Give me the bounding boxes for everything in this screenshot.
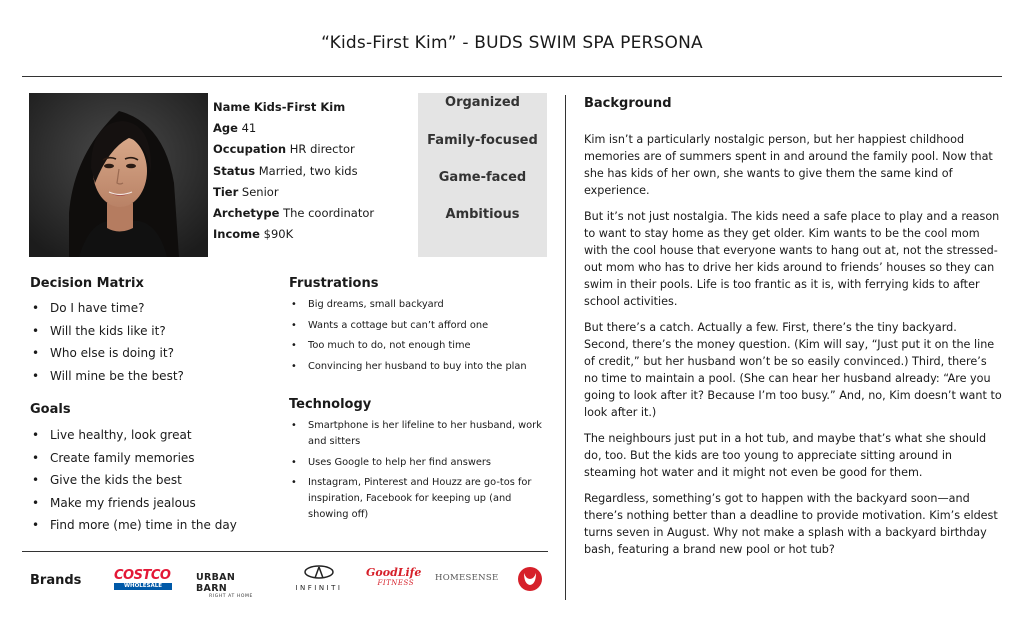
profile-tier-row	[213, 182, 374, 203]
lululemon-icon	[517, 566, 543, 592]
income-key: Income	[213, 227, 260, 242]
status-key: Status	[213, 163, 256, 178]
trait-organized: Organized	[445, 95, 520, 110]
list-item: • Who else is doing it?	[30, 344, 184, 367]
tier-key: Tier	[213, 184, 239, 199]
list-item: • Instagram, Pinterest and Houzz are go-tos for inspiration, Facebook for keeping up (and showing off)	[289, 475, 547, 523]
background-paragraph: But it’s not just nostalgia. The kids need a safe place to play and a reason to want to stay home as they get older. Kim wants to be the cool mom with the cool house that everyone wants to hang out at, not the stressed-out mom who has to drive her kids around to friends’ houses so they can swim in their pools. Life is too frantic as it is, with ferrying kids to after school activities.	[584, 210, 1000, 308]
list-item: • Give the kids the best	[30, 471, 237, 494]
background-paragraph: But there’s a catch. Actually a few. First, there’s the tiny backyard. Second, there’s the money question. (Kim will say, “Just put it on the line of credit,” but her husband won’t be so easily convinced.) Third, there’s no time to maintain a pool. (She can hear her husband already: “Are you going to look after it? Because I’m too busy.” And, no, Kim doesn’t want to look after it.)	[584, 321, 1002, 419]
goals-heading: Goals	[30, 402, 71, 417]
list-item: • Make my friends jealous	[30, 494, 237, 517]
trait-ambitious: Ambitious	[445, 207, 520, 222]
decision-matrix-heading: Decision Matrix	[30, 276, 144, 291]
background-paragraph: The neighbours just put in a hot tub, and maybe that’s what she should do, too. But the kids are too young to appreciate sitting around in steaming hot water and it might not even be good for them.	[584, 432, 987, 479]
profile-status-row	[213, 161, 374, 182]
frustrations-heading: Frustrations	[289, 276, 379, 291]
profile-info	[213, 97, 374, 245]
background-heading: Background	[584, 96, 672, 111]
list-item: • Do I have time?	[30, 299, 184, 322]
profile-income-row	[213, 224, 374, 245]
list-item: • Smartphone is her lifeline to her husband, work and sitters	[289, 418, 547, 450]
column-divider	[565, 95, 566, 600]
background-paragraph: Kim isn’t a particularly nostalgic person, but her happiest childhood memories are of summers spent in and around the family pool. Now that she has kids of her own, she wants to give them the same kind of experience.	[584, 133, 993, 197]
list-item: • Convincing her husband to buy into the plan	[289, 359, 551, 375]
age-value: 41	[241, 121, 257, 136]
list-item: • Find more (me) time in the day	[30, 516, 237, 539]
list-item: • Live healthy, look great	[30, 426, 237, 449]
background-paragraph: Regardless, something’s got to happen with the backyard soon—and there’s nothing better than a deadline to provide motivation. Kim’s eldest turns seven in August. Why not make a splash with a backyard birthday bash, featuring a brand new pool or hot tub?	[584, 492, 998, 556]
name-key: Name	[213, 100, 251, 114]
list-item: • Will mine be the best?	[30, 367, 184, 390]
profile-archetype-row	[213, 203, 374, 224]
brands-heading: Brands	[30, 573, 82, 588]
urban-barn-logo: URBAN BARN RIGHT AT HOME	[196, 572, 253, 599]
list-item: • Wants a cottage but can’t afford one	[289, 318, 551, 334]
occupation-key: Occupation	[213, 142, 287, 157]
archetype-value: The coordinator	[283, 206, 375, 221]
background-body	[584, 131, 1004, 567]
status-value: Married, two kids	[258, 163, 358, 178]
technology-list	[289, 418, 547, 528]
income-value: $90K	[263, 227, 294, 242]
list-item: • Uses Google to help her find answers	[289, 455, 547, 471]
profile-occupation-row	[213, 139, 374, 160]
frustrations-list	[289, 297, 551, 379]
page-title: “Kids-First Kim” - BUDS SWIM SPA PERSONA	[321, 33, 703, 53]
brands-divider	[22, 551, 548, 552]
goals-list	[30, 426, 237, 539]
traits-box	[418, 93, 547, 257]
list-item: • Too much to do, not enough time	[289, 338, 551, 354]
costco-logo: COSTCO WHOLESALE	[114, 568, 171, 589]
name-value: Kids-First Kim	[253, 100, 346, 114]
archetype-key: Archetype	[213, 206, 280, 221]
homesense-logo: HOMESENSE	[435, 573, 499, 583]
age-key: Age	[213, 121, 238, 136]
occupation-value: HR director	[289, 142, 355, 157]
trait-game-faced: Game-faced	[438, 170, 527, 185]
decision-matrix-list	[30, 299, 184, 389]
trait-family-focused: Family-focused	[427, 133, 538, 148]
goodlife-logo: GoodLife FITNESS	[366, 566, 422, 587]
list-item: • Create family memories	[30, 449, 237, 472]
infiniti-logo: INFINITI	[289, 564, 349, 593]
list-item: • Will the kids like it?	[30, 322, 184, 345]
profile-age-row	[213, 118, 374, 139]
technology-heading: Technology	[289, 397, 372, 412]
infiniti-icon	[289, 564, 349, 580]
top-divider	[22, 76, 1002, 77]
profile-name-row	[213, 97, 374, 118]
lululemon-logo	[517, 566, 543, 592]
tier-value: Senior	[241, 184, 279, 199]
list-item: • Big dreams, small backyard	[289, 297, 551, 313]
persona-photo	[29, 93, 208, 257]
